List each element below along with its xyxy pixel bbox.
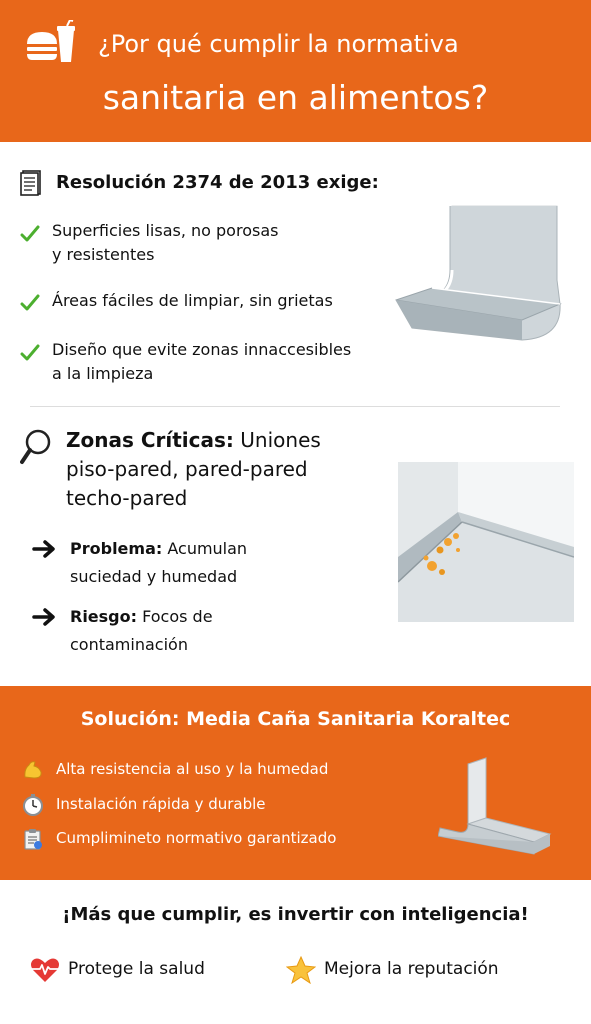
food-drink-icon bbox=[24, 20, 78, 64]
header-banner bbox=[0, 0, 591, 142]
solution-section: Solución: Media Caña Sanitaria Koraltec Alta resistencia al uso y la humedad Instalación rápida y durable Cumplimineto normativo garantizado bbox=[0, 686, 591, 880]
magnifier-icon bbox=[20, 428, 52, 466]
requirement-item-1: Superficies lisas, no porosas y resistentes bbox=[52, 221, 279, 264]
arrow-right-icon bbox=[32, 607, 58, 627]
check-icon bbox=[20, 294, 40, 312]
requirement-item-3: Diseño que evite zonas innaccesibles a la limpieza bbox=[52, 340, 352, 383]
stopwatch-icon bbox=[22, 794, 44, 816]
cove-profile-illustration bbox=[438, 756, 556, 856]
document-icon bbox=[20, 170, 42, 196]
heart-pulse-icon bbox=[30, 956, 60, 984]
header-title-line1: ¿Por qué cumplir la normativa bbox=[98, 30, 459, 58]
requirement-item-2: Áreas fáciles de limpiar, sin grietas bbox=[52, 291, 333, 310]
dirty-corner-illustration bbox=[398, 462, 574, 622]
section-divider bbox=[30, 406, 560, 407]
footer-title: ¡Más que cumplir, es invertir con inteligencia! bbox=[62, 904, 529, 925]
sanitary-cove-illustration bbox=[392, 200, 574, 345]
requirements-title: Resolución 2374 de 2013 exige: bbox=[56, 172, 379, 193]
star-icon bbox=[286, 956, 316, 984]
risk-point: Riesgo: Focos de contaminación bbox=[70, 607, 213, 654]
header-title-line2: sanitaria en alimentos? bbox=[102, 78, 489, 117]
check-icon bbox=[20, 225, 40, 243]
check-icon bbox=[20, 344, 40, 362]
flexed-biceps-icon bbox=[22, 759, 44, 781]
arrow-right-icon bbox=[32, 539, 58, 559]
critical-zones-text: Zonas Críticas: Uniones piso-pared, pared-pared techo-pared bbox=[66, 428, 321, 510]
solution-title: Solución: Media Caña Sanitaria Koraltec bbox=[80, 708, 511, 730]
problem-point: Problema: Acumulan suciedad y humedad bbox=[70, 539, 248, 586]
clipboard-icon bbox=[22, 828, 44, 850]
